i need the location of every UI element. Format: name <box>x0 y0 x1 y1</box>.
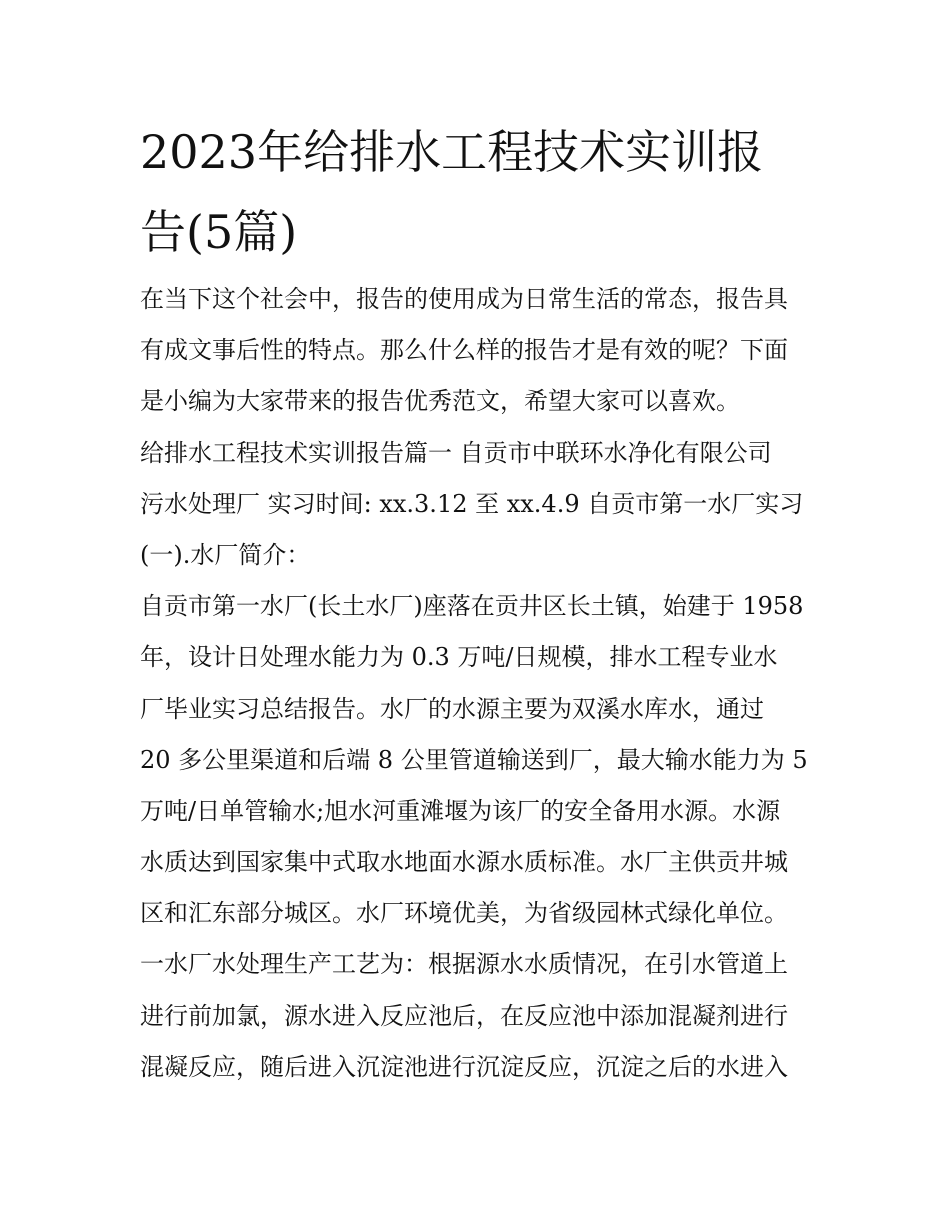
paragraph-line: 年，设计日处理水能力为 0.3 万吨/日规模，排水工程专业水 <box>140 643 778 672</box>
paragraph-line: 水质达到国家集中式取水地面水源水质标准。水厂主供贡井城 <box>140 848 788 877</box>
paragraph-line: 污水处理厂 实习时间: xx.3.12 至 xx.4.9 自贡市第一水厂实习 <box>140 489 804 518</box>
paragraph-line: 一水厂水处理生产工艺为：根据源水水质情况，在引水管道上 <box>140 950 788 979</box>
title-line-1: 2023年给排水工程技术实训报 <box>140 125 764 179</box>
paragraph-line: 混凝反应，随后进入沉淀池进行沉淀反应，沉淀之后的水进入 <box>140 1052 788 1081</box>
paragraph-line: 万吨/日单管输水;旭水河重滩堰为该厂的安全备用水源。水源 <box>140 796 781 825</box>
document-body <box>140 274 820 1093</box>
paragraph-line: 给排水工程技术实训报告篇一 自贡市中联环水净化有限公司 <box>140 438 772 467</box>
paragraph-line: 进行前加氯，源水进入反应池后，在反应池中添加混凝剂进行 <box>140 1001 788 1030</box>
title-line-2: 告(5篇) <box>140 205 298 259</box>
paragraph-line: 是小编为大家带来的报告优秀范文，希望大家可以喜欢。 <box>140 387 740 416</box>
paragraph-line: (一).水厂简介： <box>140 540 311 569</box>
paragraph-line: 20 多公里渠道和后端 8 公里管道输送到厂，最大输水能力为 5 <box>140 745 808 774</box>
paragraph-line: 有成文事后性的特点。那么什么样的报告才是有效的呢？下面 <box>140 336 788 365</box>
paragraph-line: 自贡市第一水厂(长土水厂)座落在贡井区长土镇，始建于 1958 <box>140 592 804 621</box>
paragraph-line: 区和汇东部分城区。水厂环境优美，为省级园林式绿化单位。 <box>140 899 788 928</box>
document-title <box>140 112 820 272</box>
paragraph-line: 在当下这个社会中，报告的使用成为日常生活的常态，报告具 <box>140 285 788 313</box>
paragraph-line: 厂毕业实习总结报告。水厂的水源主要为双溪水库水，通过 <box>140 694 764 723</box>
